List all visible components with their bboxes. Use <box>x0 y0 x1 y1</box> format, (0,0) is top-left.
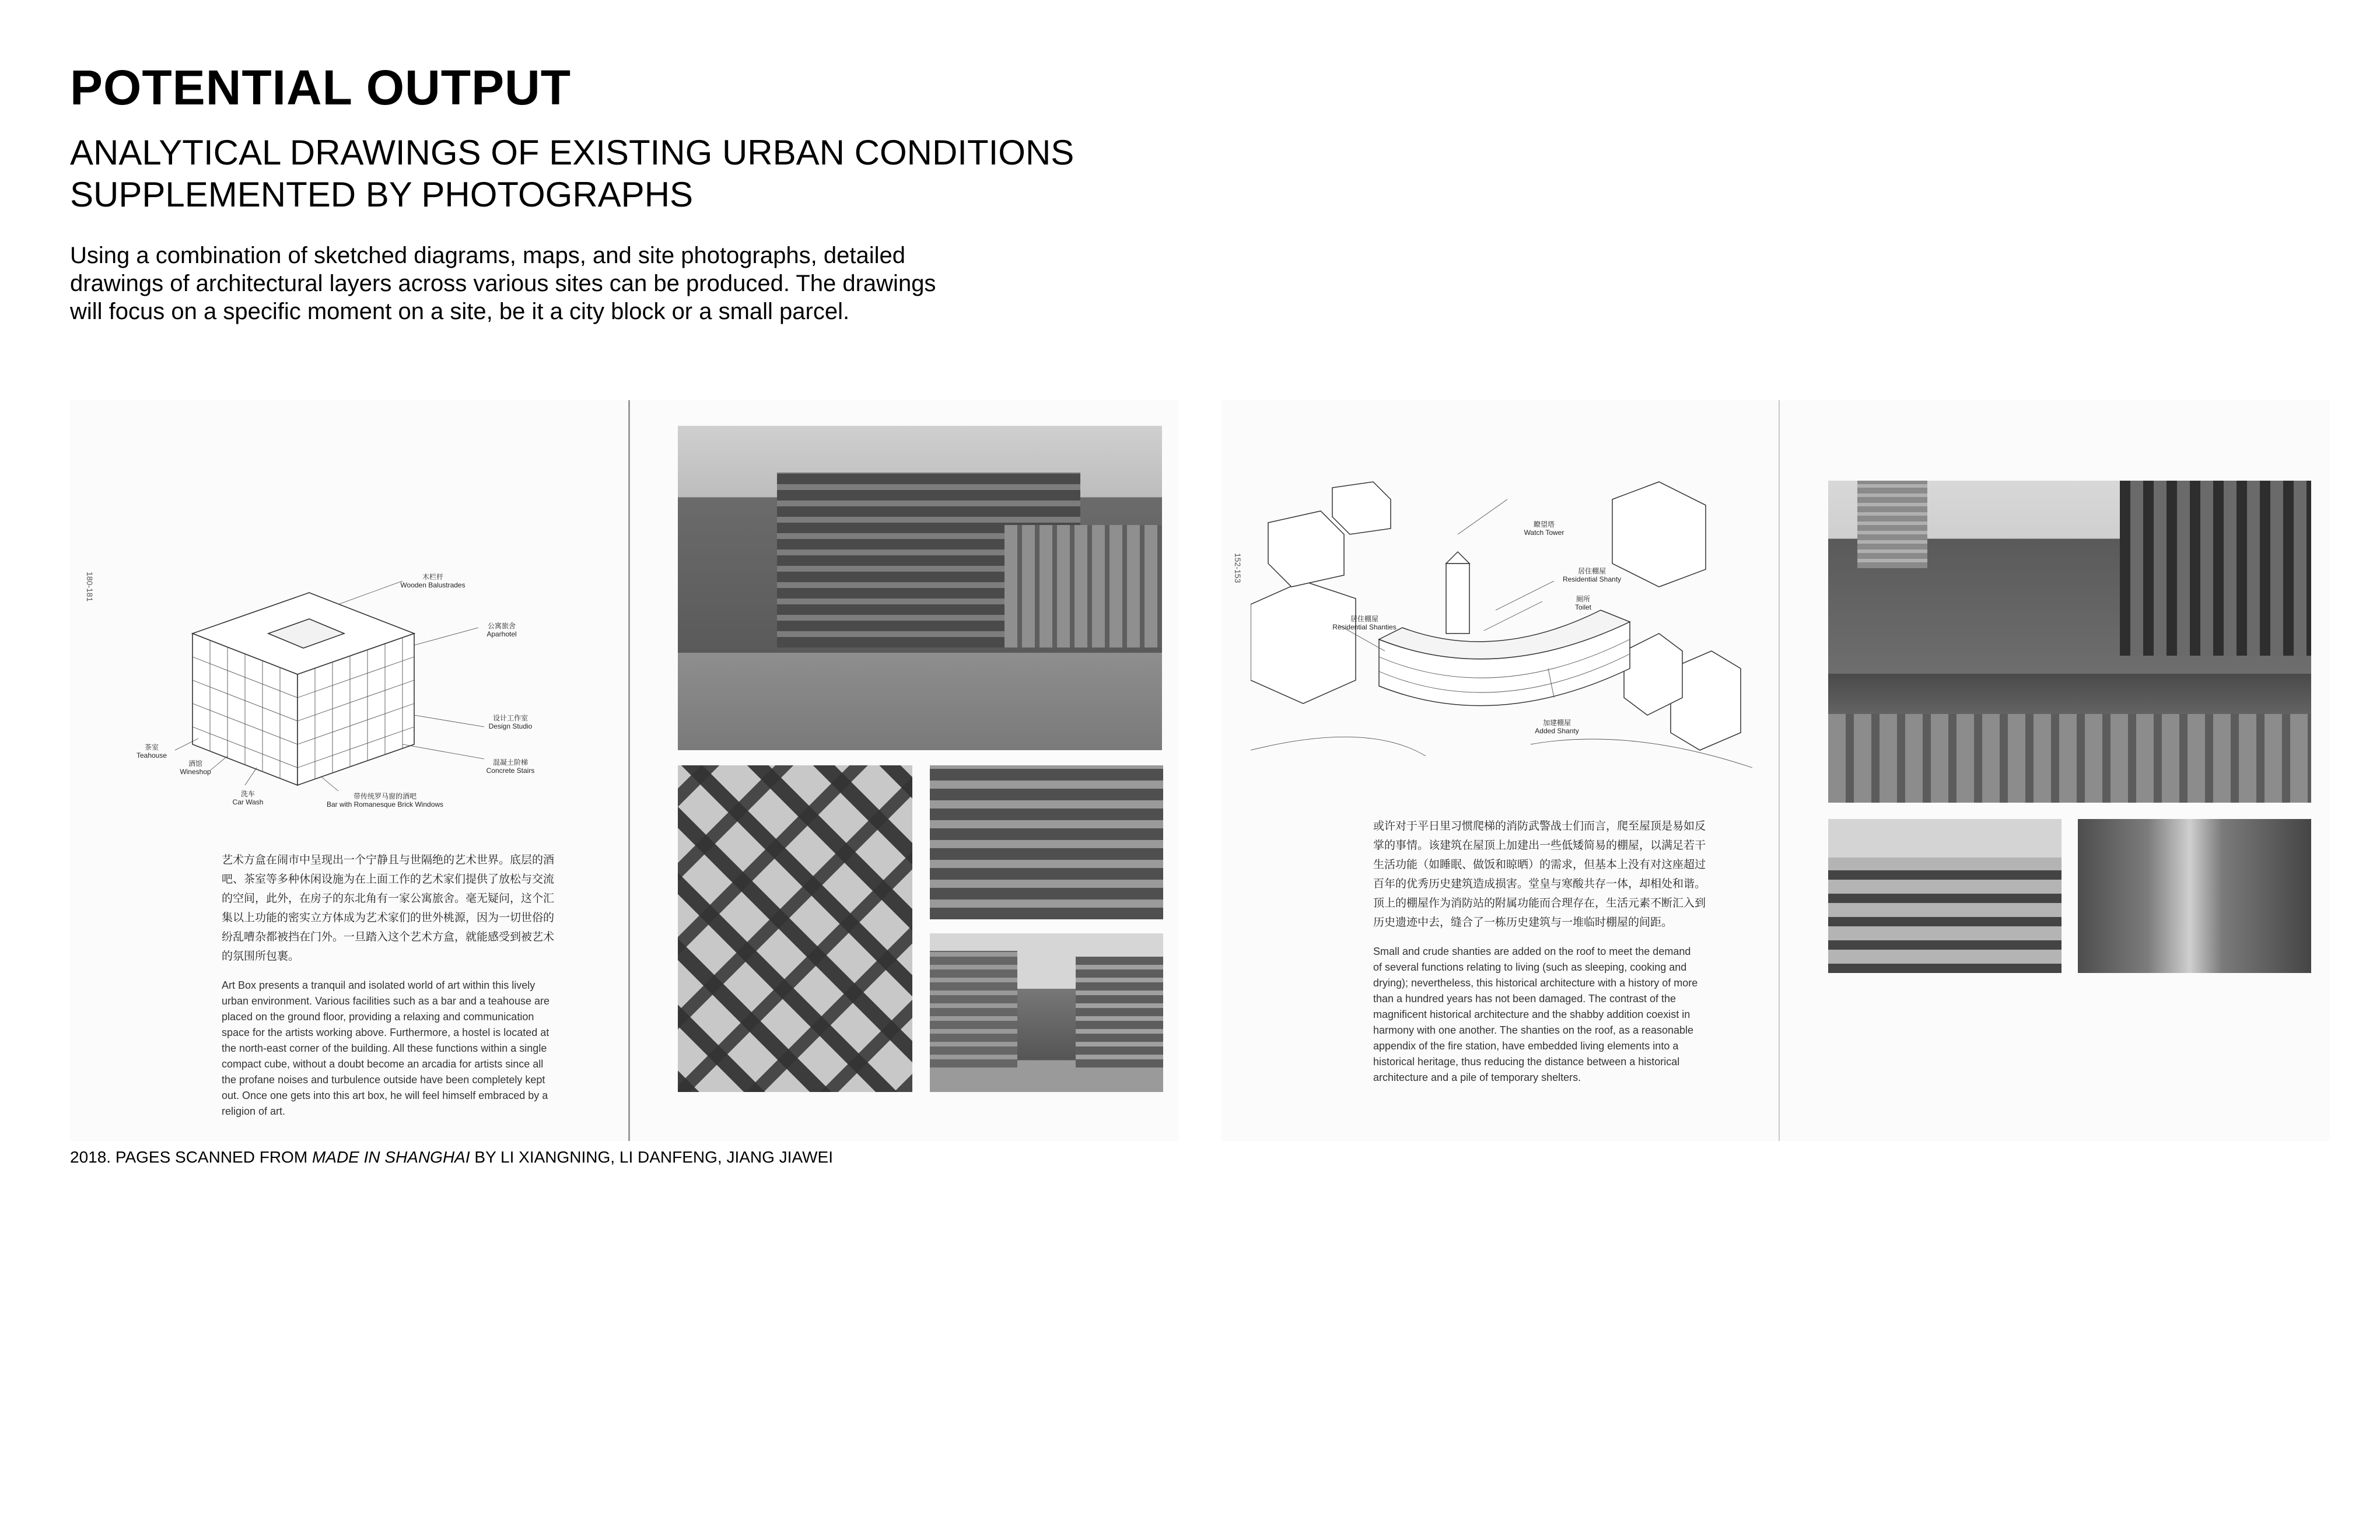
label-toilet: 厕所 Toilet <box>1574 595 1591 611</box>
photo-concrete-beams <box>678 765 912 1092</box>
caption-suffix: BY LI XIANGNING, LI DANFENG, JIANG JIAWEI <box>470 1148 833 1166</box>
source-caption <box>70 1148 833 1167</box>
label-residential-shanties: 居住棚屋 Residential Shanties <box>1332 615 1396 631</box>
page-title: POTENTIAL OUTPUT <box>70 60 572 115</box>
label-car-wash: 洗车 Car Wash <box>232 790 264 806</box>
photo-street-corner <box>678 426 1162 750</box>
label-bar: 带传统罗马窗的酒吧 Bar with Romanesque Brick Windows <box>326 792 444 808</box>
scanned-spread-2 <box>1222 400 2330 1141</box>
page-number: 152-153 <box>1233 553 1242 583</box>
label-wooden-balustrades: 木栏杆 Wooden Balustrades <box>400 573 466 589</box>
subtitle-line-2: SUPPLEMENTED BY PHOTOGRAPHS <box>70 175 694 214</box>
label-aparthotel: 公寓旅舍 Aparhotel <box>487 622 517 638</box>
intro-line-2: drawings of architectural layers across various sites can be produced. The drawings <box>70 271 936 296</box>
intro-line-1: Using a combination of sketched diagrams, maps, and site photographs, detailed <box>70 243 905 268</box>
page-gutter <box>1779 400 1780 1141</box>
subtitle-line-1: ANALYTICAL DRAWINGS OF EXISTING URBAN CONDITIONS <box>70 133 1074 172</box>
label-added-shanty: 加建棚屋 Added Shanty <box>1535 719 1579 735</box>
caption-prefix: 2018. PAGES SCANNED FROM <box>70 1148 312 1166</box>
label-residential-shanty: 居住棚屋 Residential Shanty <box>1562 567 1622 583</box>
label-watch-tower: 瞭望塔 Watch Tower <box>1524 520 1564 537</box>
intro-line-3: will focus on a specific moment on a site, be it a city block or a small parcel. <box>70 299 850 324</box>
photo-balconies <box>1828 819 2062 973</box>
page-number: 180-181 <box>85 572 94 602</box>
label-teahouse: 茶室 Teahouse <box>136 743 167 760</box>
english-text-block: Small and crude shanties are added on the roof to meet the demand of several functions relating to living (such as sleeping, cooking and drying); nevertheless, this historical architecture with a history of more than a hundred years has not been damaged. The contrast of the magnificent historical architecture and the shabby addition coexist in harmony with one another. The shanties on the roof, as a reasonable appendix of the fire station, have embedded living elements into a historical heritage, thus reducing the distance between a historical architecture and a pile of temporary shelters. <box>1373 946 1698 1083</box>
english-text-block: Art Box presents a tranquil and isolated world of art within this lively urban environment. Various facilities such as a bar and a teahouse are placed on the ground floor, providing a relaxing and communication space for the artists working above. Furthermore, a hostel is located at the north-east corner of the building. All these functions within a single compact cube, without a doubt become an arcadia for artists since all the profane noises and turbulence outside have been completely kept out. Once one gets into this art box, he will feel himself embraced by a religion of art. <box>222 979 550 1117</box>
label-wineshop: 酒馆 Wineshop <box>180 760 211 776</box>
photo-rooftops <box>1828 481 2311 803</box>
chinese-text-block: 或许对于平日里习惯爬梯的消防武警战士们而言，爬至屋顶是易如反 掌的事情。该建筑在屋顶上加建出一些低矮简易的棚屋，以满足若干 生活功能（如睡眠、做饭和晾晒）的需求，但基本上没有对这座超过 百年的优秀历史建筑造成损害。堂皇与寒酸共存一体，却相处和谐。 顶上的棚屋作为消防站的附属功能而合理存在，生活元素不断汇入到 历史遗迹中去，缝合了一栋历史建筑与一堆临时棚屋的间距。 <box>1373 820 1706 929</box>
scanned-spread-1 <box>70 400 1178 1141</box>
photo-alley <box>2078 819 2311 973</box>
chinese-text-block: 艺术方盒在闹市中呈现出一个宁静且与世隔绝的艺术世界。底层的酒 吧、茶室等多种休闲设施为在上面工作的艺术家们提供了放松与交流 的空间，此外，在房子的东北角有一家公寓旅舍。毫无疑问，这个汇 集以上功能的密实立方体成为艺术家们的世外桃源，因为一切世俗的 纷乱嘈杂都被挡在门外。一旦踏入这个艺术方盒，就能感受到被艺术 的氛围所包裹。 <box>222 853 555 963</box>
label-design-studio: 设计工作室 Design Studio <box>488 714 533 730</box>
caption-book-title: MADE IN SHANGHAI <box>312 1148 470 1166</box>
photo-street-view <box>930 933 1163 1092</box>
label-concrete-stairs: 混凝土阶梯 Concrete Stairs <box>486 758 535 775</box>
photo-facade <box>930 765 1163 919</box>
